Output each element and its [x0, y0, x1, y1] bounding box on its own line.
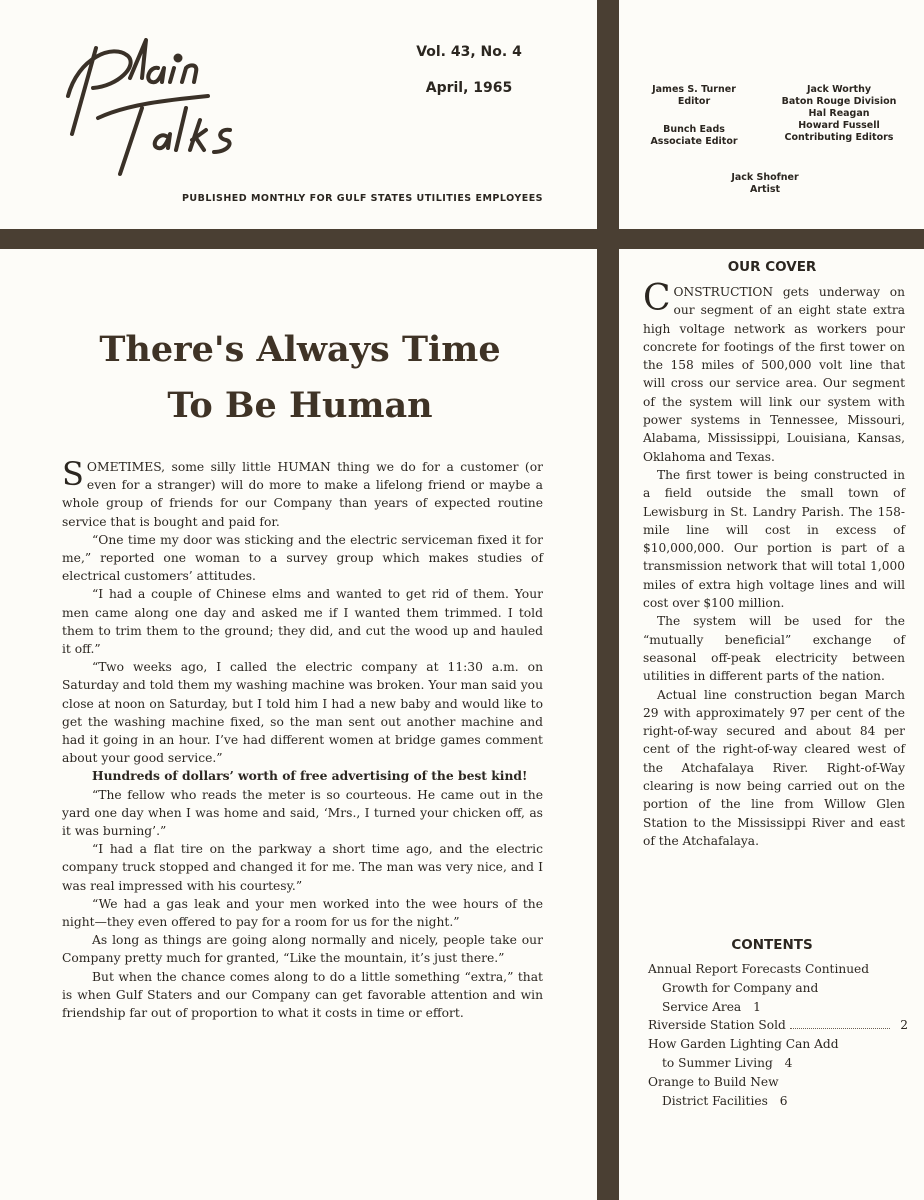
artist-name: Jack Shofner	[731, 172, 799, 183]
toc-entry-title: How Garden Lighting Can Add	[648, 1037, 839, 1052]
toc-entry-title-end: District Facilities	[662, 1093, 768, 1108]
our-cover-body	[643, 278, 905, 850]
article-paragraph: “Two weeks ago, I called the electric company at 11:30 a.m. on Saturday and told them my washing machine was broken. Your man said you close at noon on Saturday, but I told him I had a new baby and would like to get the washing machine fixed, so the man sent out another machine and had it going in an hour. I’ve had different women at bridge games comment about your good service.”	[62, 660, 543, 766]
toc-entry[interactable]	[648, 1016, 908, 1035]
toc-entry-title-cont: Growth for Company and	[662, 980, 819, 995]
cover-paragraph: The system will be used for the “mutually beneficial” exchange of seasonal off-peak electricity between utilities in different parts of the nation.	[643, 614, 905, 684]
toc-leader-dots	[790, 1028, 890, 1029]
toc-page-number: 2	[900, 1018, 908, 1033]
contributor-name: Jack Worthy	[806, 84, 872, 95]
article-paragraph: “The fellow who reads the meter is so courteous. He came out in the yard one day when I was home and said, ‘Mrs., I turned your chicken off, as it was burning’.”	[62, 787, 543, 839]
plain-talks-logo	[58, 38, 258, 178]
volume-number: Vol. 43, No. 4	[416, 44, 522, 60]
issue-date: April, 1965	[425, 80, 513, 96]
article-paragraph: As long as things are going along normally and nicely, people take our Company pretty much for granted, “Like the mountain, it’s just there.”	[62, 933, 543, 966]
staff-editor	[640, 84, 748, 108]
article-paragraph: “We had a gas leak and your men worked into the wee hours of the night—they even offered to pay for a room for us for the night.”	[62, 896, 543, 930]
staff-contributing	[774, 84, 904, 144]
toc-entry-title-end: to Summer Living	[662, 1055, 773, 1070]
toc-entry-title: Riverside Station Sold	[648, 1018, 786, 1033]
article-headline	[60, 322, 540, 434]
contributor-name: Howard Fussell	[798, 120, 880, 131]
paragraph-text: ONSTRUCTION gets underway on our segment of an eight state extra high voltage network as workers pour concrete for footings of the first tower on the 158 miles of 500,000 volt line that will cross our service area. Our segment of the system will link our system with power systems in Tennessee, Missouri, Alabama, Mississippi, Louisiana, Kansas, Oklahoma and Texas.	[643, 285, 905, 464]
article-paragraph: “I had a couple of Chinese elms and wanted to get rid of them. Your men came along one day and asked me if I wanted them trimmed. I told them to trim them to the ground; they did, and cut the wood up and hauled it off.”	[62, 587, 543, 657]
article-callout: Hundreds of dollars’ worth of free advertising of the best kind!	[92, 768, 528, 784]
our-cover-title: OUR COVER	[727, 259, 817, 275]
toc-entry[interactable]	[648, 960, 908, 1016]
article-paragraph: “I had a flat tire on the parkway a short time ago, and the electric company truck stopped and changed it for me. The man was very nice, and I was real impressed with his courtesy.”	[62, 842, 543, 893]
associate-editor-name: Bunch Eads	[663, 124, 725, 135]
staff-associate	[640, 124, 748, 148]
table-of-contents	[648, 960, 908, 1110]
editor-title: Editor	[677, 96, 711, 107]
editor-name: James S. Turner	[652, 84, 736, 95]
contributing-editors-title: Contributing Editors	[784, 132, 894, 143]
article-paragraph: But when the chance comes along to do a little something “extra,” that is when Gulf Staters and our Company can get favorable attention and win friendship far out of proportion to what it costs in time or effort.	[62, 969, 543, 1021]
drop-cap: S	[62, 455, 84, 493]
staff-artist	[710, 172, 820, 196]
publication-tagline: PUBLISHED MONTHLY FOR GULF STATES UTILITIES EMPLOYEES	[181, 193, 544, 204]
toc-entry-title: Orange to Build New	[648, 1074, 779, 1089]
contents-title: CONTENTS	[731, 937, 813, 953]
horizontal-divider-bar	[0, 229, 924, 249]
associate-editor-title: Associate Editor	[650, 136, 738, 147]
article-body	[62, 455, 543, 1022]
toc-entry-title-end: Service Area	[662, 999, 742, 1014]
headline-line-2: To Be Human	[167, 385, 433, 426]
toc-entry[interactable]	[648, 1073, 908, 1111]
artist-title: Artist	[749, 184, 781, 195]
paragraph-text: OMETIMES, some silly little HUMAN thing we do for a customer (or even for a stranger) will do more to make a lifelong friend or maybe a whole group of friends for our Company than years of expected routine service that is bought and paid for.	[62, 460, 543, 529]
vertical-divider-bar	[597, 0, 619, 1200]
cover-paragraph: Actual line construction began March 29 with approximately 97 per cent of the right-of-way secured and about 84 per cent of the right-of-way cleared west of the Atchafalaya River. Right-of-Way clearing is now being carried out on the portion of the line from Willow Glen Station to the Mississippi River and east of the Atchafalaya.	[643, 687, 905, 848]
cover-paragraph	[643, 278, 905, 466]
drop-cap: C	[643, 278, 671, 319]
cover-paragraph: The first tower is being constructed in a field outside the small town of Lewisburg in St. Landry Parish. The 158-mile line will cost in excess of $10,000,000. Our portion is part of a transmission network that will total 1,000 miles of extra high voltage lines and will cost over $100 million.	[643, 467, 905, 611]
headline-line-1: There's Always Time	[99, 329, 501, 370]
article-paragraph: “One time my door was sticking and the electric serviceman fixed it for me,” reported one woman to a survey group which makes studies of electrical customers’ attitudes.	[62, 532, 543, 584]
toc-page-number: 1	[753, 999, 761, 1014]
toc-entry[interactable]	[648, 1035, 908, 1073]
contributor-name: Hal Reagan	[808, 108, 870, 119]
toc-page-number: 4	[784, 1055, 793, 1070]
toc-entry-title: Annual Report Forecasts Continued	[648, 962, 870, 976]
toc-page-number: 6	[779, 1093, 788, 1108]
article-paragraph	[62, 455, 543, 531]
contributor-division: Baton Rouge Division	[781, 96, 897, 107]
